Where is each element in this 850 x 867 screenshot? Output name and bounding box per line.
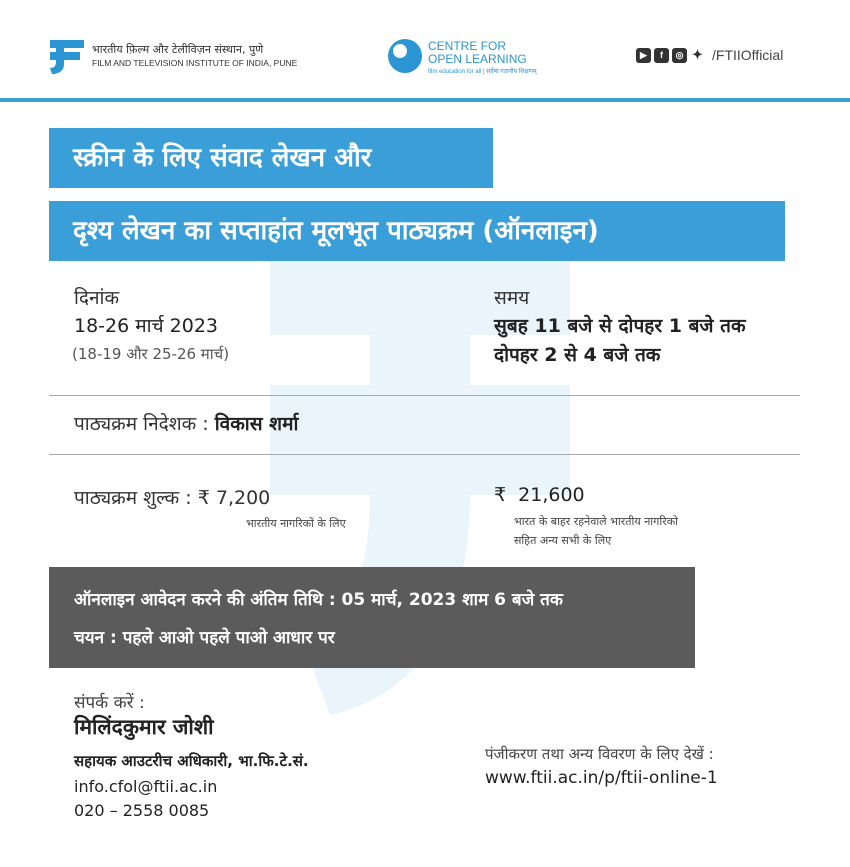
selection-text: चयन : पहले आओ पहले पाओ आधार पर (74, 628, 335, 648)
ftii-name-english: FILM AND TELEVISION INSTITUTE OF INDIA, PUNE (92, 58, 298, 68)
fee-others-note-2: सहित अन्य सभी के लिए (514, 534, 612, 547)
deadline-text: ऑनलाइन आवेदन करने की अंतिम तिथि : 05 मार्च, 2023 शाम 6 बजे तक (74, 590, 563, 610)
registration-label: पंजीकरण तथा अन्य विवरण के लिए देखें : (485, 745, 714, 763)
youtube-icon[interactable]: ▶ (636, 48, 651, 63)
time-slot-2: दोपहर 2 से 4 बजे तक (494, 344, 661, 366)
ftii-logo (48, 36, 86, 76)
contact-role: सहायक आउटरीच अधिकारी, भा.फि.टे.सं. (74, 752, 309, 770)
fee-indian (74, 484, 270, 510)
fee-label: पाठ्यक्रम शुल्क : (74, 487, 192, 509)
instagram-icon[interactable]: ◎ (672, 48, 687, 63)
header-divider (0, 98, 850, 102)
contact-email-link[interactable]: info.cfol@ftii.ac.in (74, 777, 218, 796)
cfol-logo (387, 38, 423, 74)
fee-others-note-1: भारत के बाहर रहनेवाले भारतीय नागरिको (514, 515, 678, 528)
contact-name: मिलिंदकुमार जोशी (74, 715, 214, 739)
date-label: दिनांक (74, 287, 120, 309)
twitter-icon[interactable]: ✦ (692, 47, 703, 62)
title-banner-line1: स्क्रीन के लिए संवाद लेखन और (49, 128, 493, 188)
director-label: पाठ्यक्रम निदेशक : (74, 413, 209, 435)
title-banner-line2: दृश्य लेखन का सप्ताहांत मूलभूत पाठ्यक्रम (ऑनलाइन) (49, 201, 785, 261)
divider (49, 395, 800, 396)
social-handle: /FTIIOfficial (712, 47, 784, 63)
fee-others-amount: ₹ 21,600 (494, 484, 585, 506)
fee-indian-note: भारतीय नागरिकों के लिए (246, 517, 346, 530)
ftii-name-hindi: भारतीय फ़िल्म और टेलीविज़न संस्थान, पुणे (92, 43, 264, 56)
deadline-box (49, 567, 695, 668)
cfol-tagline: film education for all | सर्वेषां गतानीय शिक्षणम् (428, 69, 537, 75)
director-name: विकास शर्मा (214, 413, 299, 435)
registration-url-link[interactable]: www.ftii.ac.in/p/ftii-online-1 (485, 768, 718, 788)
course-director (74, 410, 298, 436)
cfol-name-line1: CENTRE FOR (428, 39, 506, 53)
date-note: (18-19 और 25-26 मार्च) (72, 345, 230, 363)
time-label: समय (494, 287, 530, 309)
divider (49, 454, 800, 455)
social-links (636, 47, 783, 63)
contact-label: संपर्क करें : (74, 693, 145, 713)
cfol-name-line2: OPEN LEARNING (428, 52, 527, 66)
time-slot-1: सुबह 11 बजे से दोपहर 1 बजे तक (494, 315, 746, 337)
fee-indian-amount: ₹ 7,200 (197, 487, 271, 509)
facebook-icon[interactable]: f (654, 48, 669, 63)
contact-phone: 020 – 2558 0085 (74, 801, 210, 820)
date-value: 18-26 मार्च 2023 (74, 315, 218, 337)
